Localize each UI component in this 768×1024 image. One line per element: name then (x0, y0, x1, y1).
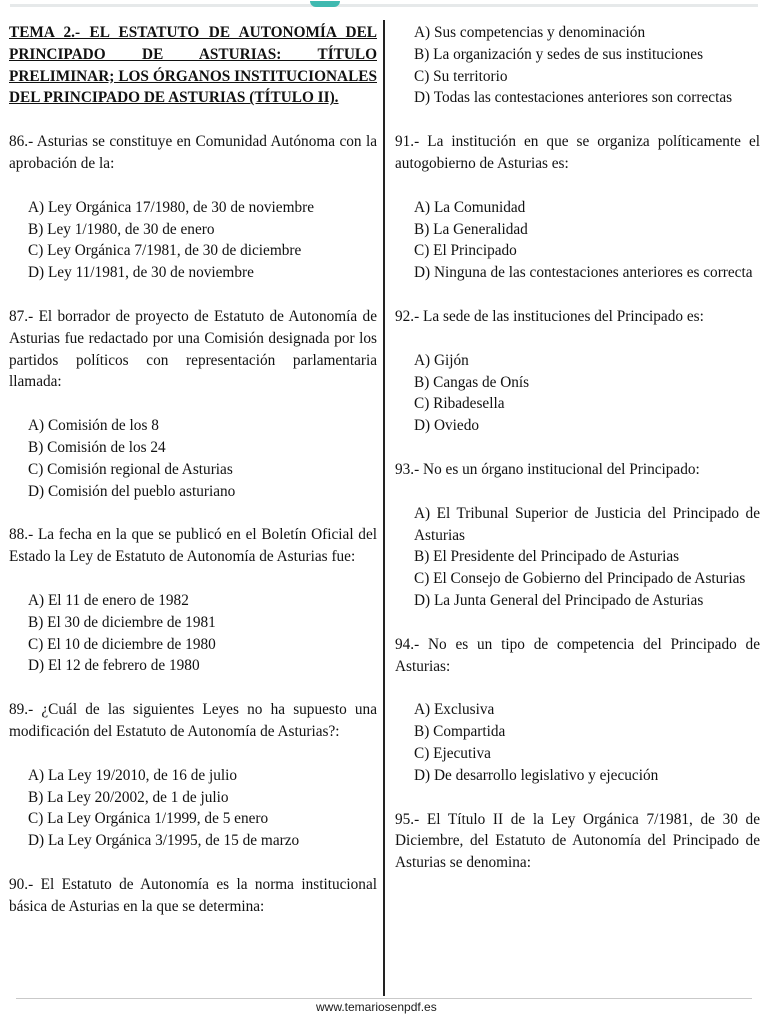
options-93 (395, 503, 760, 612)
option-87-a: A) Comisión de los 8 (28, 417, 159, 435)
option-91-a: A) La Comunidad (414, 198, 526, 216)
option-86-c: C) Ley Orgánica 7/1981, de 30 de diciembre (28, 242, 302, 260)
option-86-d: D) Ley 11/1981, de 30 de noviembre (28, 264, 254, 282)
option-93-a: A) El Tribunal Superior de Justicia del Principado de Asturias (414, 504, 760, 544)
options-91 (395, 197, 760, 284)
options-94 (395, 699, 760, 786)
option-93-c: C) El Consejo de Gobierno del Principado de Asturias (414, 570, 746, 588)
option-88-b: B) El 30 de diciembre de 1981 (28, 613, 216, 631)
question-86: 86.- Asturias se constituye en Comunidad Autónoma con la aprobación de la: (9, 133, 377, 172)
options-87 (9, 415, 377, 502)
options-86 (9, 197, 377, 284)
option-89-c: C) La Ley Orgánica 1/1999, de 5 enero (28, 810, 269, 828)
option-90-a: A) Sus competencias y denominación (414, 24, 646, 41)
option-90-d: D) Todas las contestaciones anteriores son correctas (414, 89, 733, 107)
question-94: 94.- No es un tipo de competencia del Principado de Asturias: (395, 635, 760, 675)
question-91: 91.- La institución en que se organiza políticamente el autogobierno de Asturias es: (395, 133, 760, 172)
option-93-b: B) El Presidente del Principado de Asturias (414, 548, 680, 566)
footer-site-link[interactable]: www.temariosenpdf.es (316, 1000, 437, 1014)
header-rule (10, 4, 758, 7)
option-90-b: B) La organización y sedes de sus instituciones (414, 45, 704, 63)
option-89-a: A) La Ley 19/2010, de 16 de julio (28, 766, 238, 784)
option-91-d: D) Ninguna de las contestaciones anteriores es correcta (414, 264, 753, 282)
option-92-b: B) Cangas de Onís (414, 373, 530, 391)
option-93-d: D) La Junta General del Principado de Asturias (414, 591, 704, 609)
option-94-c: C) Ejecutiva (414, 744, 491, 762)
footer-rule (16, 998, 752, 999)
option-86-a: A) Ley Orgánica 17/1980, de 30 de noviembre (28, 198, 315, 216)
option-90-c: C) Su territorio (414, 67, 508, 85)
logo-accent (310, 1, 340, 7)
question-93: 93.- No es un órgano institucional del Principado: (395, 460, 700, 478)
page-footer (0, 998, 768, 1024)
document-title: TEMA 2.- EL ESTATUTO DE AUTONOMÍA DEL PRINCIPADO DE ASTURIAS: TÍTULO PRELIMINAR; LOS ÓRGANOS INSTITUCIONALES DEL PRINCIPADO DE ASTURIAS (TÍTULO II). (9, 24, 377, 107)
options-90 (395, 22, 760, 109)
option-87-d: D) Comisión del pueblo asturiano (28, 482, 236, 500)
option-94-d: D) De desarrollo legislativo y ejecución (414, 766, 659, 784)
column-divider (383, 20, 385, 996)
option-88-d: D) El 12 de febrero de 1980 (28, 657, 200, 675)
option-87-b: B) Comisión de los 24 (28, 438, 166, 456)
option-88-a: A) El 11 de enero de 1982 (28, 591, 189, 609)
option-88-c: C) El 10 de diciembre de 1980 (28, 635, 216, 653)
option-86-b: B) Ley 1/1980, de 30 de enero (28, 220, 215, 238)
option-89-d: D) La Ley Orgánica 3/1995, de 15 de marzo (28, 832, 300, 850)
question-87: 87.- El borrador de proyecto de Estatuto de Autonomía de Asturias fue redactado por una Comisión designada por los partidos políticos con representación parlamentaria llamada: (9, 307, 377, 391)
options-92 (395, 350, 760, 437)
option-91-b: B) La Generalidad (414, 220, 528, 238)
option-92-a: A) Gijón (414, 351, 469, 369)
options-88 (9, 590, 377, 677)
options-89 (9, 765, 377, 852)
option-94-b: B) Compartida (414, 723, 506, 741)
question-95: 95.- El Título II de la Ley Orgánica 7/1981, de 30 de Diciembre, del Estatuto de Autonomía del Principado de Asturias se denomina: (395, 810, 760, 872)
right-column (395, 22, 760, 874)
question-90: 90.- El Estatuto de Autonomía es la norma institucional básica de Asturias en la que se determina: (9, 875, 377, 915)
option-92-d: D) Oviedo (414, 417, 479, 435)
question-88: 88.- La fecha en la que se publicó en el Boletín Oficial del Estado la Ley de Estatuto de Autonomía de Asturias fue: (9, 526, 377, 566)
question-89: 89.- ¿Cuál de las siguientes Leyes no ha supuesto una modificación del Estatuto de Autonomía de Asturias?: (9, 701, 377, 740)
option-89-b: B) La Ley 20/2002, de 1 de julio (28, 788, 229, 806)
option-92-c: C) Ribadesella (414, 395, 505, 413)
question-92: 92.- La sede de las instituciones del Principado es: (395, 307, 704, 325)
left-column (9, 22, 377, 918)
option-94-a: A) Exclusiva (414, 701, 495, 719)
option-91-c: C) El Principado (414, 242, 517, 260)
option-87-c: C) Comisión regional de Asturias (28, 460, 233, 478)
